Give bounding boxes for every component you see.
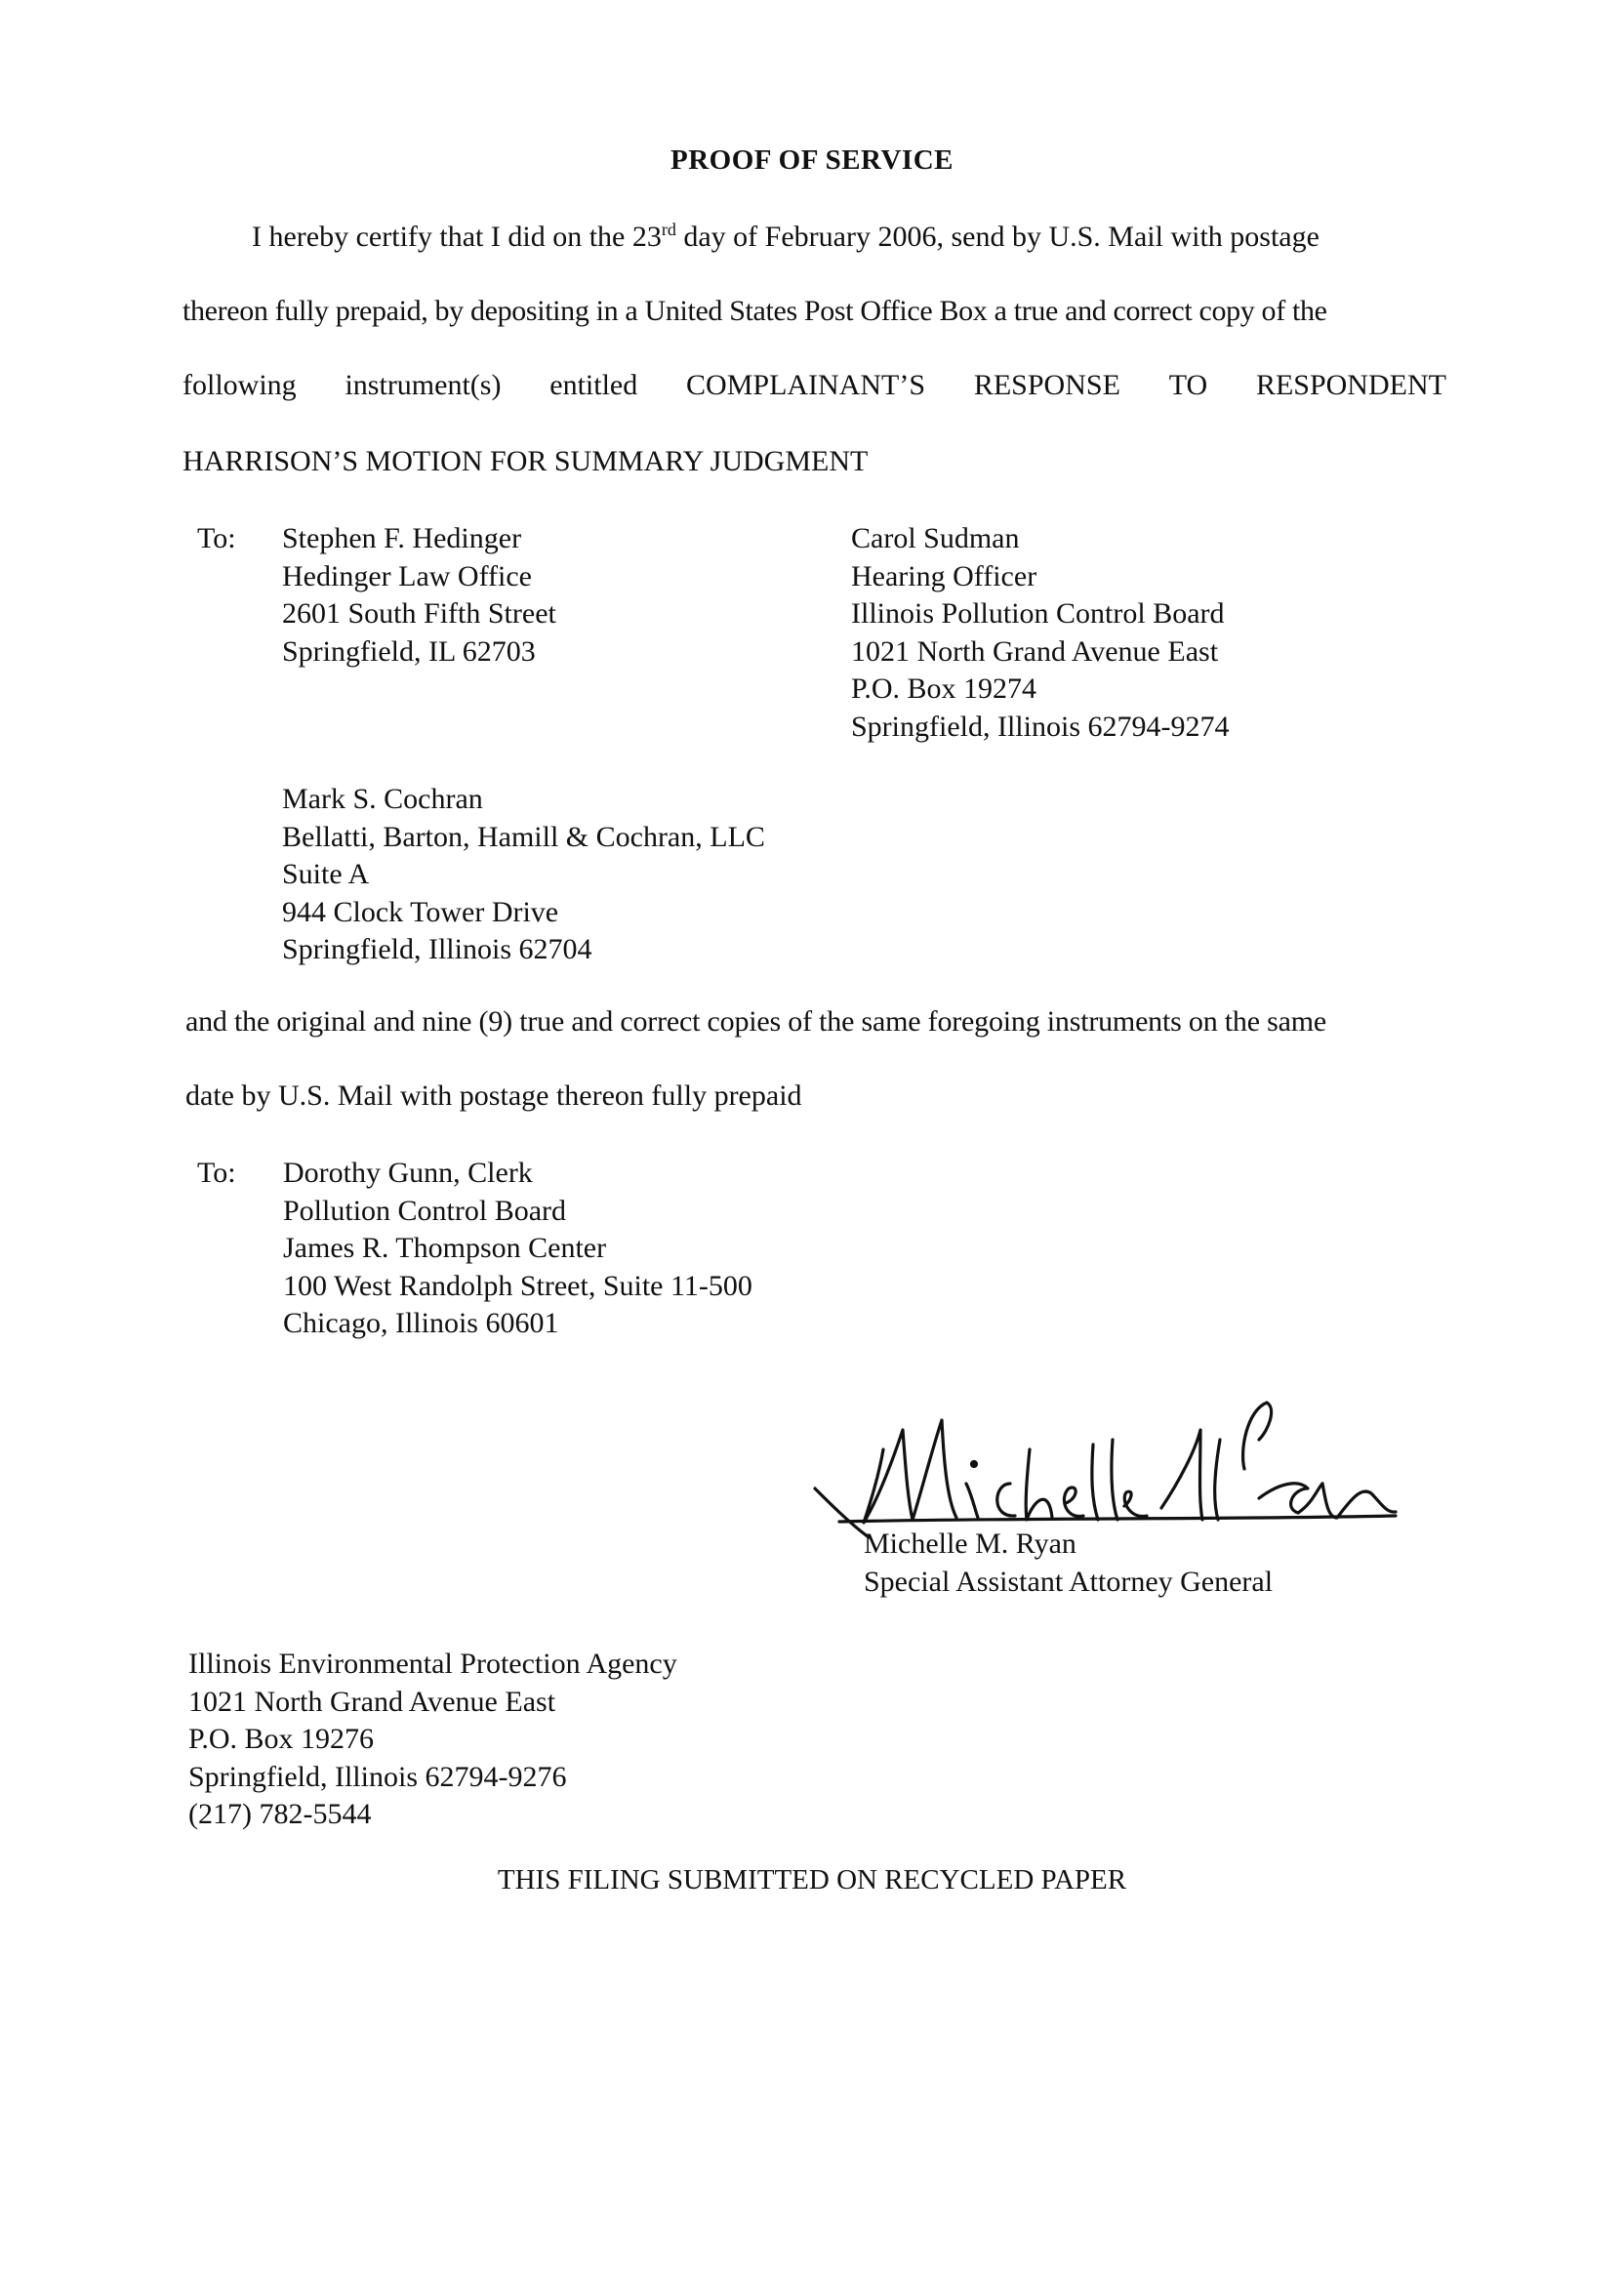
to-label: To: bbox=[197, 1157, 236, 1189]
recipient-cochran bbox=[282, 781, 765, 969]
address-line: Hearing Officer bbox=[851, 559, 1037, 592]
word: RESPONSE bbox=[973, 369, 1120, 401]
certify-line-1 bbox=[252, 221, 1320, 254]
word: following bbox=[183, 369, 297, 401]
address-line: Springfield, Illinois 62794-9276 bbox=[188, 1760, 567, 1793]
address-line: Mark S. Cochran bbox=[282, 783, 483, 815]
address-line: 944 Clock Tower Drive bbox=[282, 895, 559, 928]
recipient-sudman bbox=[851, 520, 1229, 746]
word: entitled bbox=[549, 369, 638, 401]
agency-address bbox=[188, 1646, 677, 1834]
ordinal-suffix: rd bbox=[661, 220, 676, 239]
address-line: Stephen F. Hedinger bbox=[282, 522, 522, 554]
certify-line-4: HARRISON’S MOTION FOR SUMMARY JUDGMENT bbox=[183, 445, 869, 477]
address-line: P.O. Box 19276 bbox=[188, 1723, 375, 1755]
word: COMPLAINANT’S bbox=[686, 369, 926, 401]
address-line: P.O. Box 19274 bbox=[851, 672, 1037, 705]
address-line: Hedinger Law Office bbox=[282, 559, 532, 592]
original-copies-line-2: date by U.S. Mail with postage thereon fully prepaid bbox=[185, 1080, 802, 1112]
address-line: Dorothy Gunn, Clerk bbox=[283, 1157, 533, 1189]
recipient-hedinger bbox=[282, 520, 556, 671]
word: RESPONDENT bbox=[1255, 369, 1446, 401]
address-line: Springfield, Illinois 62794-9274 bbox=[851, 710, 1230, 743]
address-line: Bellatti, Barton, Hamill & Cochran, LLC bbox=[282, 820, 765, 853]
recycled-paper-footer: THIS FILING SUBMITTED ON RECYCLED PAPER bbox=[497, 1864, 1127, 1895]
address-line: Carol Sudman bbox=[851, 522, 1020, 554]
certify-line-2: thereon fully prepaid, by depositing in a United States Post Office Box a true and correct copy of the bbox=[183, 295, 1327, 327]
word: TO bbox=[1168, 369, 1208, 401]
document-title: PROOF OF SERVICE bbox=[670, 144, 954, 176]
address-line: 2601 South Fifth Street bbox=[282, 597, 556, 630]
certify-text-b: day of February 2006, send by U.S. Mail with postage bbox=[675, 221, 1320, 253]
signer-title: Special Assistant Attorney General bbox=[864, 1565, 1274, 1598]
address-line: James R. Thompson Center bbox=[283, 1232, 607, 1264]
certify-line-3 bbox=[183, 369, 1446, 402]
to-label: To: bbox=[197, 522, 236, 554]
signer-block bbox=[864, 1526, 1273, 1601]
address-line: Illinois Pollution Control Board bbox=[851, 597, 1225, 630]
address-line: 1021 North Grand Avenue East bbox=[188, 1685, 556, 1718]
original-copies-line-1: and the original and nine (9) true and correct copies of the same foregoing instruments on the same bbox=[185, 1005, 1326, 1038]
certify-text-a: I hereby certify that I did on the 23 bbox=[252, 221, 662, 253]
signer-name: Michelle M. Ryan bbox=[864, 1528, 1076, 1560]
address-line: Springfield, Illinois 62704 bbox=[282, 933, 592, 965]
word: instrument(s) bbox=[345, 369, 502, 401]
address-line: Suite A bbox=[282, 858, 370, 890]
address-line: 100 West Randolph Street, Suite 11-500 bbox=[283, 1269, 752, 1302]
address-line: Pollution Control Board bbox=[283, 1194, 567, 1227]
address-line: Chicago, Illinois 60601 bbox=[283, 1307, 559, 1339]
recipient-clerk bbox=[283, 1155, 752, 1343]
address-line: Illinois Environmental Protection Agency bbox=[188, 1648, 677, 1680]
address-line: (217) 782-5544 bbox=[188, 1798, 372, 1830]
address-line: Springfield, IL 62703 bbox=[282, 634, 536, 668]
address-line: 1021 North Grand Avenue East bbox=[851, 634, 1219, 668]
